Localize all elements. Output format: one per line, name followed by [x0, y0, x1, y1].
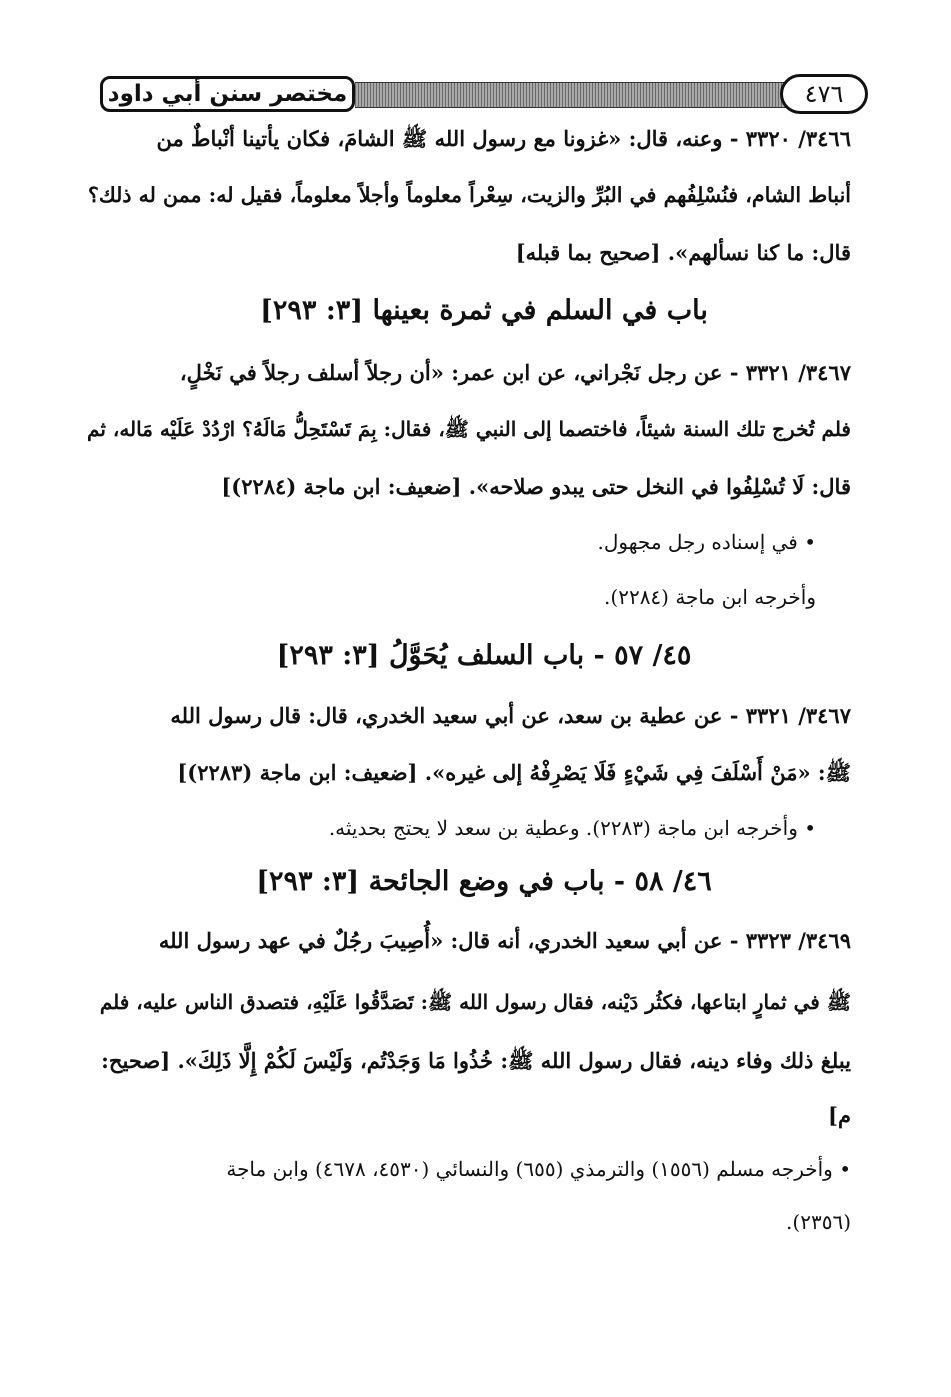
hadith-3467b-line-2: ﷺ: «مَنْ أَسْلَفَ فِي شَيْءٍ فَلَا يَصْرِفْهُ إلى غيره». [ضعيف: ابن ماجة (٢٢٨٣)] [177, 760, 851, 785]
hadith-3469-line-2: ﷺ في ثمارٍ ابتاعها، فكثُر دَيْنه، فقال رسول الله ﷺ: تَصَدَّقُوا عَلَيْهِ، فتصدق الناس عليه، فلم [99, 990, 851, 1014]
hadith-3467b-line-1: ٣٤٦٧/ ٣٣٢١ - عن عطية بن سعد، عن أبي سعيد الخدري، قال: قال رسول الله [170, 703, 851, 728]
page-number: ٤٧٦ [780, 74, 868, 114]
hadith-3469-line-4: م] [828, 1103, 851, 1128]
hadith-3466-line-3: قال: ما كنا نسألهم». [صحيح بما قبله] [515, 240, 851, 265]
chapter-heading-3: ٤٦/ ٥٨ - باب في وضع الجائحة [٣: ٢٩٣] [256, 866, 712, 897]
hadith-3466-line-1: ٣٤٦٦/ ٣٣٢٠ - وعنه، قال: «غزونا مع رسول الله ﷺ الشامَ، فكان يأتينا أنْباطٌ من [156, 126, 851, 151]
hadith-3467a-note-2: وأخرجه ابن ماجة (٢٢٨٤). [604, 585, 816, 609]
book-title: مختصر سنن أبي داود [100, 76, 355, 112]
hadith-3469-line-3: يبلغ ذلك وفاء دينه، فقال رسول الله ﷺ: خُذُوا مَا وَجَدْتُم، وَلَيْسَ لَكُمْ إِلَّا ذَلِكَ». [صحيح: [101, 1048, 851, 1073]
hadith-3467a-line-1: ٣٤٦٧/ ٣٣٢١ - عن رجل نَجْراني، عن ابن عمر: «أن رجلاً أسلف رجلاً في نَخْلٍ، [179, 360, 851, 385]
hadith-3469-note-2: (٢٣٥٦). [786, 1210, 851, 1234]
header-decorative-band [355, 82, 788, 108]
hadith-3467b-note-1: • وأخرجه ابن ماجة (٢٢٨٣). وعطية بن سعد لا يحتج بحديثه. [328, 816, 816, 840]
hadith-3469-line-1: ٣٤٦٩/ ٣٣٢٣ - عن أبي سعيد الخدري، أنه قال: «أُصِيبَ رجُلٌ في عهد رسول الله [158, 928, 851, 953]
hadith-3467a-note-1: • في إسناده رجل مجهول. [597, 530, 816, 554]
chapter-heading-1: باب في السلم في ثمرة بعينها [٣: ٢٩٣] [260, 295, 708, 326]
page-header [100, 70, 868, 120]
hadith-3466-line-2: أنباط الشام، فنُسْلِفُهم في البُرِّ والزيت، سِعْراً معلوماً وأجلاً معلوماً، فقيل له: ممن له ذلك؟ [88, 183, 851, 207]
hadith-3467a-line-3: قال: لَا تُسْلِفُوا في النخل حتى يبدو صلاحه». [ضعيف: ابن ماجة (٢٢٨٤)] [221, 474, 851, 499]
hadith-3467a-line-2: فلم تُخرج تلك السنة شيئاً، فاختصما إلى النبي ﷺ، فقال: بِمَ تَسْتَحِلُّ مَالَهُ؟ ارْدُدْ عَلَيْه مَاله، ثم [87, 417, 851, 441]
chapter-heading-2: ٤٥/ ٥٧ - باب السلف يُحَوَّلُ [٣: ٢٩٣] [276, 640, 692, 671]
hadith-3469-note-1: • وأخرجه مسلم (١٥٥٦) والترمذي (٦٥٥) والنسائي (٤٥٣٠، ٤٦٧٨) وابن ماجة [226, 1157, 851, 1181]
